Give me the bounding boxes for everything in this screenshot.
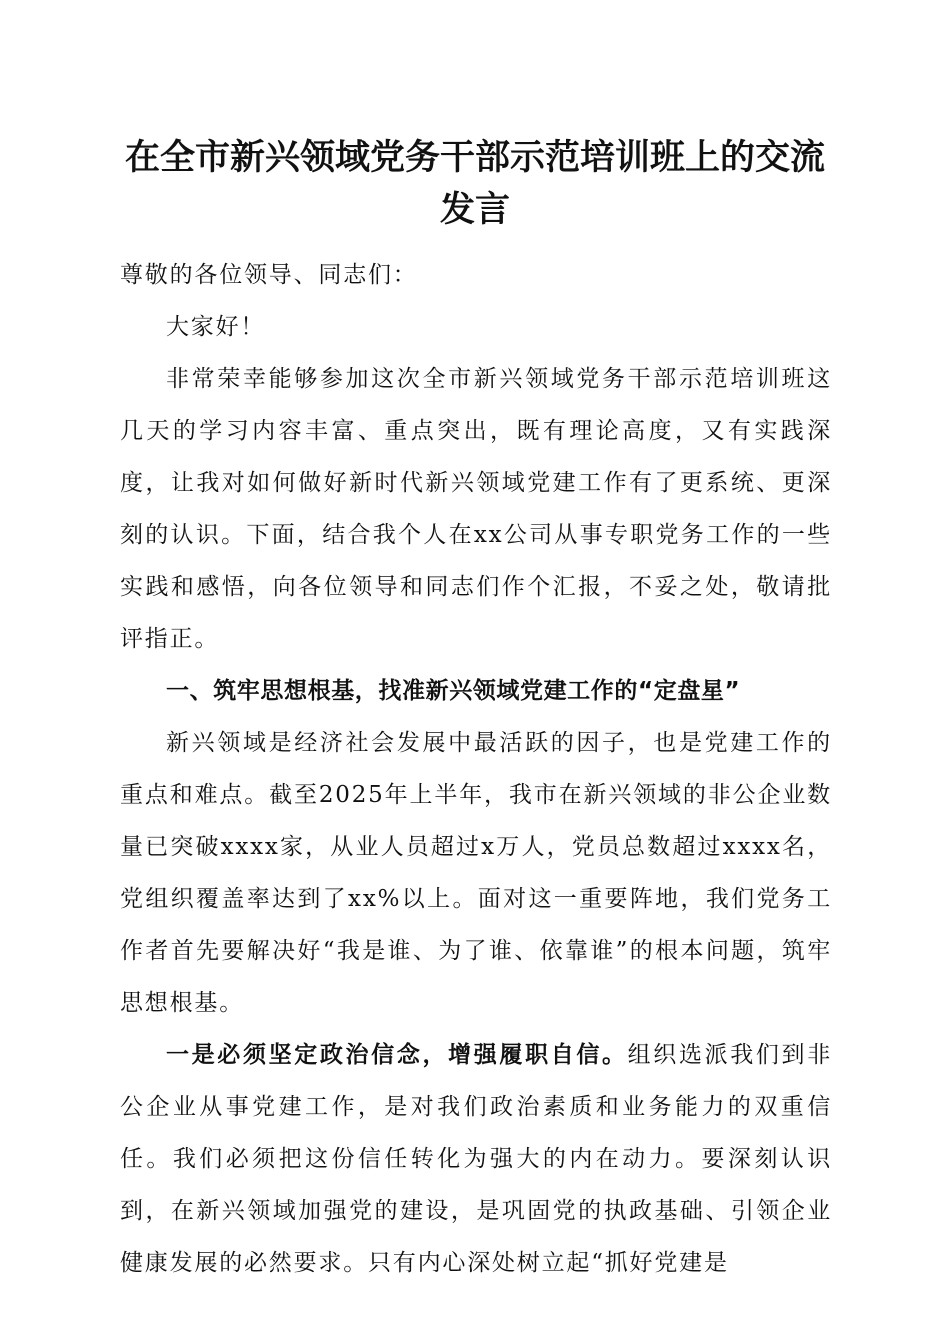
section-heading-1: 一、筑牢思想根基，找准新兴领域党建工作的“定盘星” [166,678,741,704]
intro-paragraph: 非常荣幸能够参加这次全市新兴领域党务干部示范培训班这几天的学习内容丰富、重点突出，既有理论高度，又有实践深度，让我对如何做好新时代新兴领域党建工作有了更系统、更深刻的认识。下面，结合我个人在xx公司从事专职党务工作的一些实践和感悟，向各位领导和同志们作个汇报，不妥之处，敬请批评指正。 [120,366,832,652]
title-line-1: 在全市新兴领域党务干部示范培训班上的交流 [124,137,825,178]
salutation: 尊敬的各位领导、同志们： [120,262,418,288]
title-line-2: 发言 [439,189,510,230]
greeting: 大家好！ [166,314,266,340]
document-body [120,249,832,1289]
point-1-lead: 一是必须坚定政治信念，增强履职自信。 [166,1041,628,1068]
point-1-text: 组织选派我们到非公企业从事党建工作，是对我们政治素质和业务能力的双重信任。我们必须把这份信任转化为强大的内在动力。要深刻认识到，在新兴领域加强党的建设，是巩固党的执政基础、引领企业健康发展的必然要求。只有内心深处树立起“抓好党建是 [120,1042,832,1276]
document-title [105,132,845,236]
point-1-paragraph [120,1029,832,1289]
section-1-paragraph: 新兴领域是经济社会发展中最活跃的因子，也是党建工作的重点和难点。截至2025年上半年，我市在新兴领域的非公企业数量已突破xxxx家，从业人员超过x万人，党员总数超过xxxx名，党组织覆盖率达到了xx%以上。面对这一重要阵地，我们党务工作者首先要解决好“我是谁、为了谁、依靠谁”的根本问题，筑牢思想根基。 [120,730,832,1016]
